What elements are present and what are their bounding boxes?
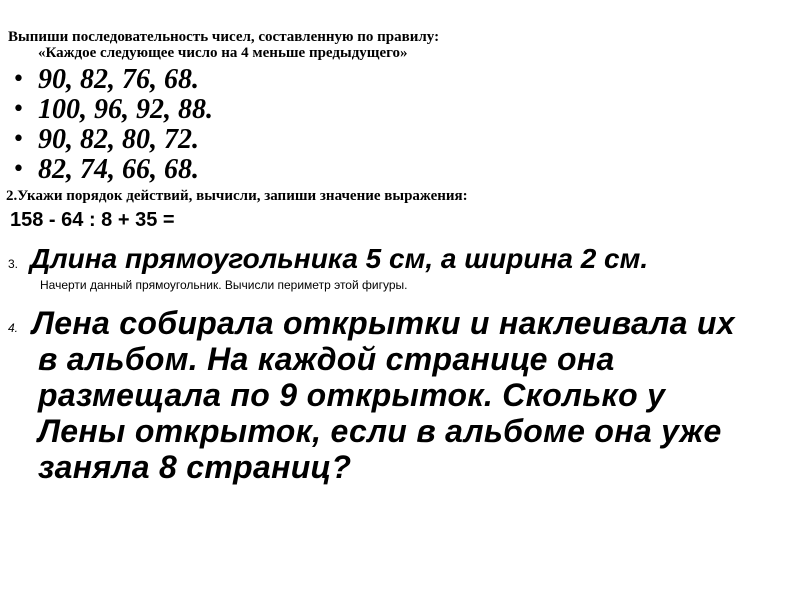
bullet-icon: • <box>12 67 25 92</box>
bullet-icon: • <box>12 97 25 122</box>
task2-heading: 2.Укажи порядок действий, вычисли, запиши значение выражения: <box>6 188 468 204</box>
task4-text-line: Лены открыток, если в альбоме она уже <box>38 413 722 449</box>
task2-expression: 158 - 64 : 8 + 35 = <box>10 209 175 231</box>
task4-number: 4. <box>8 321 19 335</box>
task1-heading-line2: «Каждое следующее число на 4 меньше предыдущего» <box>38 45 408 61</box>
task1-option-text: 90, 82, 80, 72. <box>38 124 199 155</box>
task4-text-line: Лена собирала открытки и наклеивала их <box>32 305 735 341</box>
task4-text-line: заняла 8 страниц? <box>38 449 352 485</box>
task3-number: 3. <box>8 257 19 271</box>
task3-main-text: Длина прямоугольника 5 см, а ширина 2 см. <box>30 243 649 274</box>
bullet-icon: • <box>12 127 25 152</box>
bullet-icon: • <box>12 157 25 182</box>
task4-text-line: в альбом. На каждой странице она <box>38 341 615 377</box>
task1-option <box>12 125 199 155</box>
task1-heading-line1: Выпиши последовательность чисел, составленную по правилу: <box>8 29 440 45</box>
task1-option-text: 90, 82, 76, 68. <box>38 64 199 95</box>
task1-option <box>12 65 199 95</box>
task4-text-line: размещала по 9 открыток. Сколько у <box>38 377 666 413</box>
task3-subtext: Начерти данный прямоугольник. Вычисли периметр этой фигуры. <box>40 278 408 292</box>
task1-option-text: 82, 74, 66, 68. <box>38 154 199 185</box>
task1-option-text: 100, 96, 92, 88. <box>38 94 213 125</box>
task1-option <box>12 95 213 125</box>
task1-option <box>12 155 199 185</box>
